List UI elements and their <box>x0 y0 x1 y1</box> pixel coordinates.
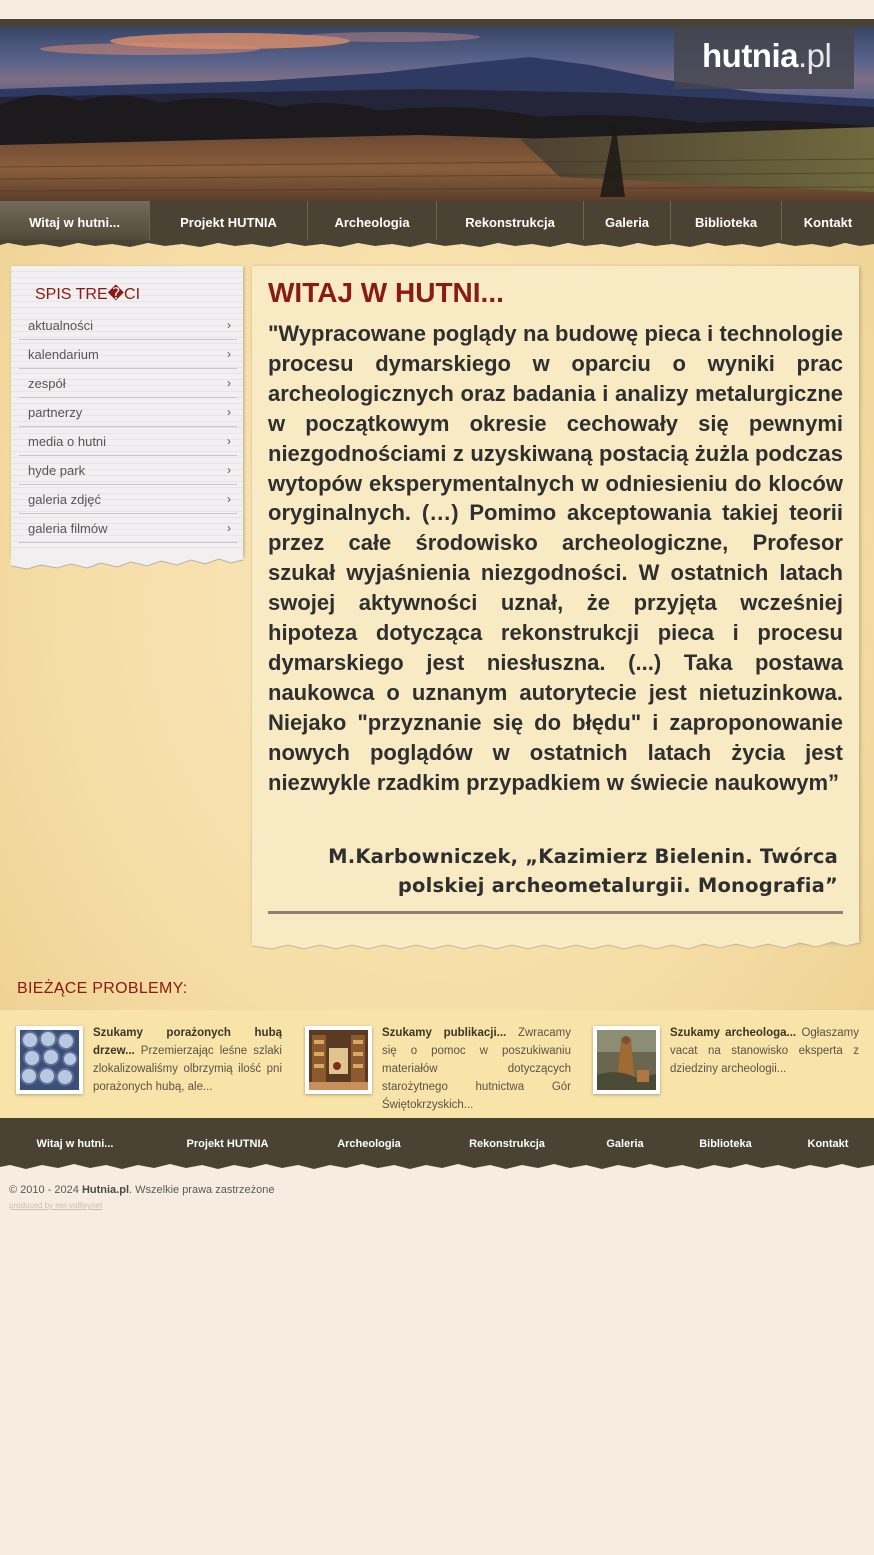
sidebar-item-label: zespół <box>28 375 66 391</box>
divider <box>268 911 843 914</box>
sidebar-torn-edge <box>9 552 245 572</box>
header-banner <box>0 27 874 202</box>
sidebar-item-label: partnerzy <box>28 404 83 420</box>
chevron-right-icon: › <box>227 318 231 332</box>
nav-item-kontakt[interactable]: Kontakt <box>803 214 853 230</box>
footer-nav-archeologia[interactable]: Archeologia <box>337 1138 401 1150</box>
problem-text: Szukamy archeologa... Ogłaszamy vacat na stanowisko eksperta z dziedziny archeologii... <box>670 1027 859 1075</box>
nav-item-biblioteka[interactable]: Biblioteka <box>671 201 782 243</box>
sidebar-item-media[interactable] <box>19 427 237 456</box>
main-nav <box>0 201 874 243</box>
nav-item-archeologia[interactable]: Archeologia <box>308 201 437 243</box>
log-pile-image <box>20 1030 79 1090</box>
footer-nav-witaj[interactable]: Witaj w hutni... <box>36 1138 114 1150</box>
problem-thumbnail[interactable] <box>305 1026 372 1094</box>
chevron-right-icon: › <box>227 521 231 535</box>
problem-item[interactable] <box>16 1024 282 1104</box>
page-title: WITAJ W HUTNI... <box>268 277 504 308</box>
chevron-right-icon: › <box>227 463 231 477</box>
sidebar-item-label: aktualności <box>28 317 94 333</box>
chevron-right-icon: › <box>227 492 231 506</box>
torn-edge-top <box>0 240 874 250</box>
main-article <box>252 266 859 942</box>
archive-room-image <box>309 1030 368 1090</box>
copyright: © 2010 - 2024 Hutnia.pl. Wszelkie prawa zastrzeżone <box>9 1184 275 1196</box>
footer-nav-galeria[interactable]: Galeria <box>606 1138 644 1150</box>
logo-box[interactable] <box>674 27 854 89</box>
sidebar-toc <box>11 266 243 556</box>
sidebar-item-galeria-zdjec[interactable] <box>19 485 237 514</box>
produced-by-link[interactable]: produced by net-vallleynet <box>9 1201 103 1210</box>
problem-text: Szukamy porażonych hubą drzew... Przemierzając leśne szlaki zlokalizowaliśmy olbrzymią ilość pni porażonych hubą, ale... <box>93 1027 282 1093</box>
problem-item[interactable] <box>305 1024 571 1111</box>
sidebar-list <box>19 311 237 543</box>
sidebar-item-partnerzy[interactable] <box>19 398 237 427</box>
chevron-right-icon: › <box>227 434 231 448</box>
sidebar-item-label: galeria zdjęć <box>28 491 101 507</box>
sidebar-item-kalendarium[interactable] <box>19 340 237 369</box>
article-quote: "Wypracowane poglądy na budowę pieca i technologie procesu dymarskiego w oparciu o wyniki prac archeologicznych oraz badania i analizy metalurgiczne w początkowym okresie cechowały się pewnymi niezgodnościami z uzyskiwaną postacią żużla podczas wytopów eksperymentalnych w odniesieniu do kloców oryginalnych. (…) Pomimo akceptowania takiej teorii przez całe środowisko archeologiczne, Profesor szukał wyjaśnienia niezgodności. W ostatnich latach swojej aktywności uznał, że przyjęta wcześniej hipoteza dotycząca rekonstrukcji pieca i procesu dymarskiego jest niesłuszna. (...) Taka postawa naukowca o uznanym autorytecie jest nietuzinkowa. Niejako "przyznanie się do błędu" i zaproponowanie nowych poglądów w ostatnich latach życia jest niezwykle rzadkim przypadkiem w świecie naukowym” <box>268 321 843 795</box>
footer-nav-rekonstrukcja[interactable]: Rekonstrukcja <box>469 1138 545 1150</box>
problem-heading[interactable]: Szukamy publikacji... <box>382 1027 507 1039</box>
problems-title: BIEŻĄCE PROBLEMY: <box>17 980 188 997</box>
nav-item-witaj[interactable]: Witaj w hutni... <box>0 201 150 243</box>
article-citation: M.Karbowniczek, „Kazimierz Bielenin. Twórca polskiej archeometalurgii. Monografia” <box>328 845 838 897</box>
problem-thumbnail[interactable] <box>16 1026 83 1094</box>
archaeologist-image <box>597 1030 656 1090</box>
problem-heading[interactable]: Szukamy archeologa... <box>670 1027 797 1039</box>
footer-nav <box>0 1118 874 1162</box>
nav-item-rekonstrukcja[interactable]: Rekonstrukcja <box>437 201 584 243</box>
nav-item-projekt[interactable]: Projekt HUTNIA <box>150 201 308 243</box>
sidebar-item-hyde-park[interactable] <box>19 456 237 485</box>
site-logo: hutnia.pl <box>702 37 832 74</box>
footer-nav-biblioteka[interactable]: Biblioteka <box>699 1138 752 1150</box>
sidebar-item-galeria-filmow[interactable] <box>19 514 237 543</box>
sidebar-title: SPIS TRE�CI <box>35 286 141 303</box>
footer-nav-kontakt[interactable]: Kontakt <box>807 1138 849 1150</box>
chevron-right-icon: › <box>227 347 231 361</box>
sidebar-item-label: galeria filmów <box>28 520 108 536</box>
problem-text: Szukamy publikacji... Zwracamy się o pomoc w poszukiwaniu materiałów dotyczących starożytnego hutnictwa Gór Świętokrzyskich... <box>382 1027 571 1111</box>
sidebar-item-zespol[interactable] <box>19 369 237 398</box>
problem-thumbnail[interactable] <box>593 1026 660 1094</box>
sidebar-item-label: hyde park <box>28 462 86 478</box>
problem-item[interactable] <box>593 1024 859 1104</box>
sidebar-item-label: kalendarium <box>28 346 99 362</box>
chevron-right-icon: › <box>227 405 231 419</box>
nav-item-galeria[interactable]: Galeria <box>584 201 671 243</box>
chevron-right-icon: › <box>227 376 231 390</box>
sidebar-item-label: media o hutni <box>28 433 107 449</box>
torn-edge-footer <box>0 1160 874 1170</box>
sidebar-item-aktualnosci[interactable] <box>19 311 237 340</box>
content-torn-edge <box>250 938 861 952</box>
footer-nav-projekt[interactable]: Projekt HUTNIA <box>186 1138 269 1150</box>
problem-heading[interactable]: Szukamy porażonych hubą drzew... <box>93 1027 282 1057</box>
